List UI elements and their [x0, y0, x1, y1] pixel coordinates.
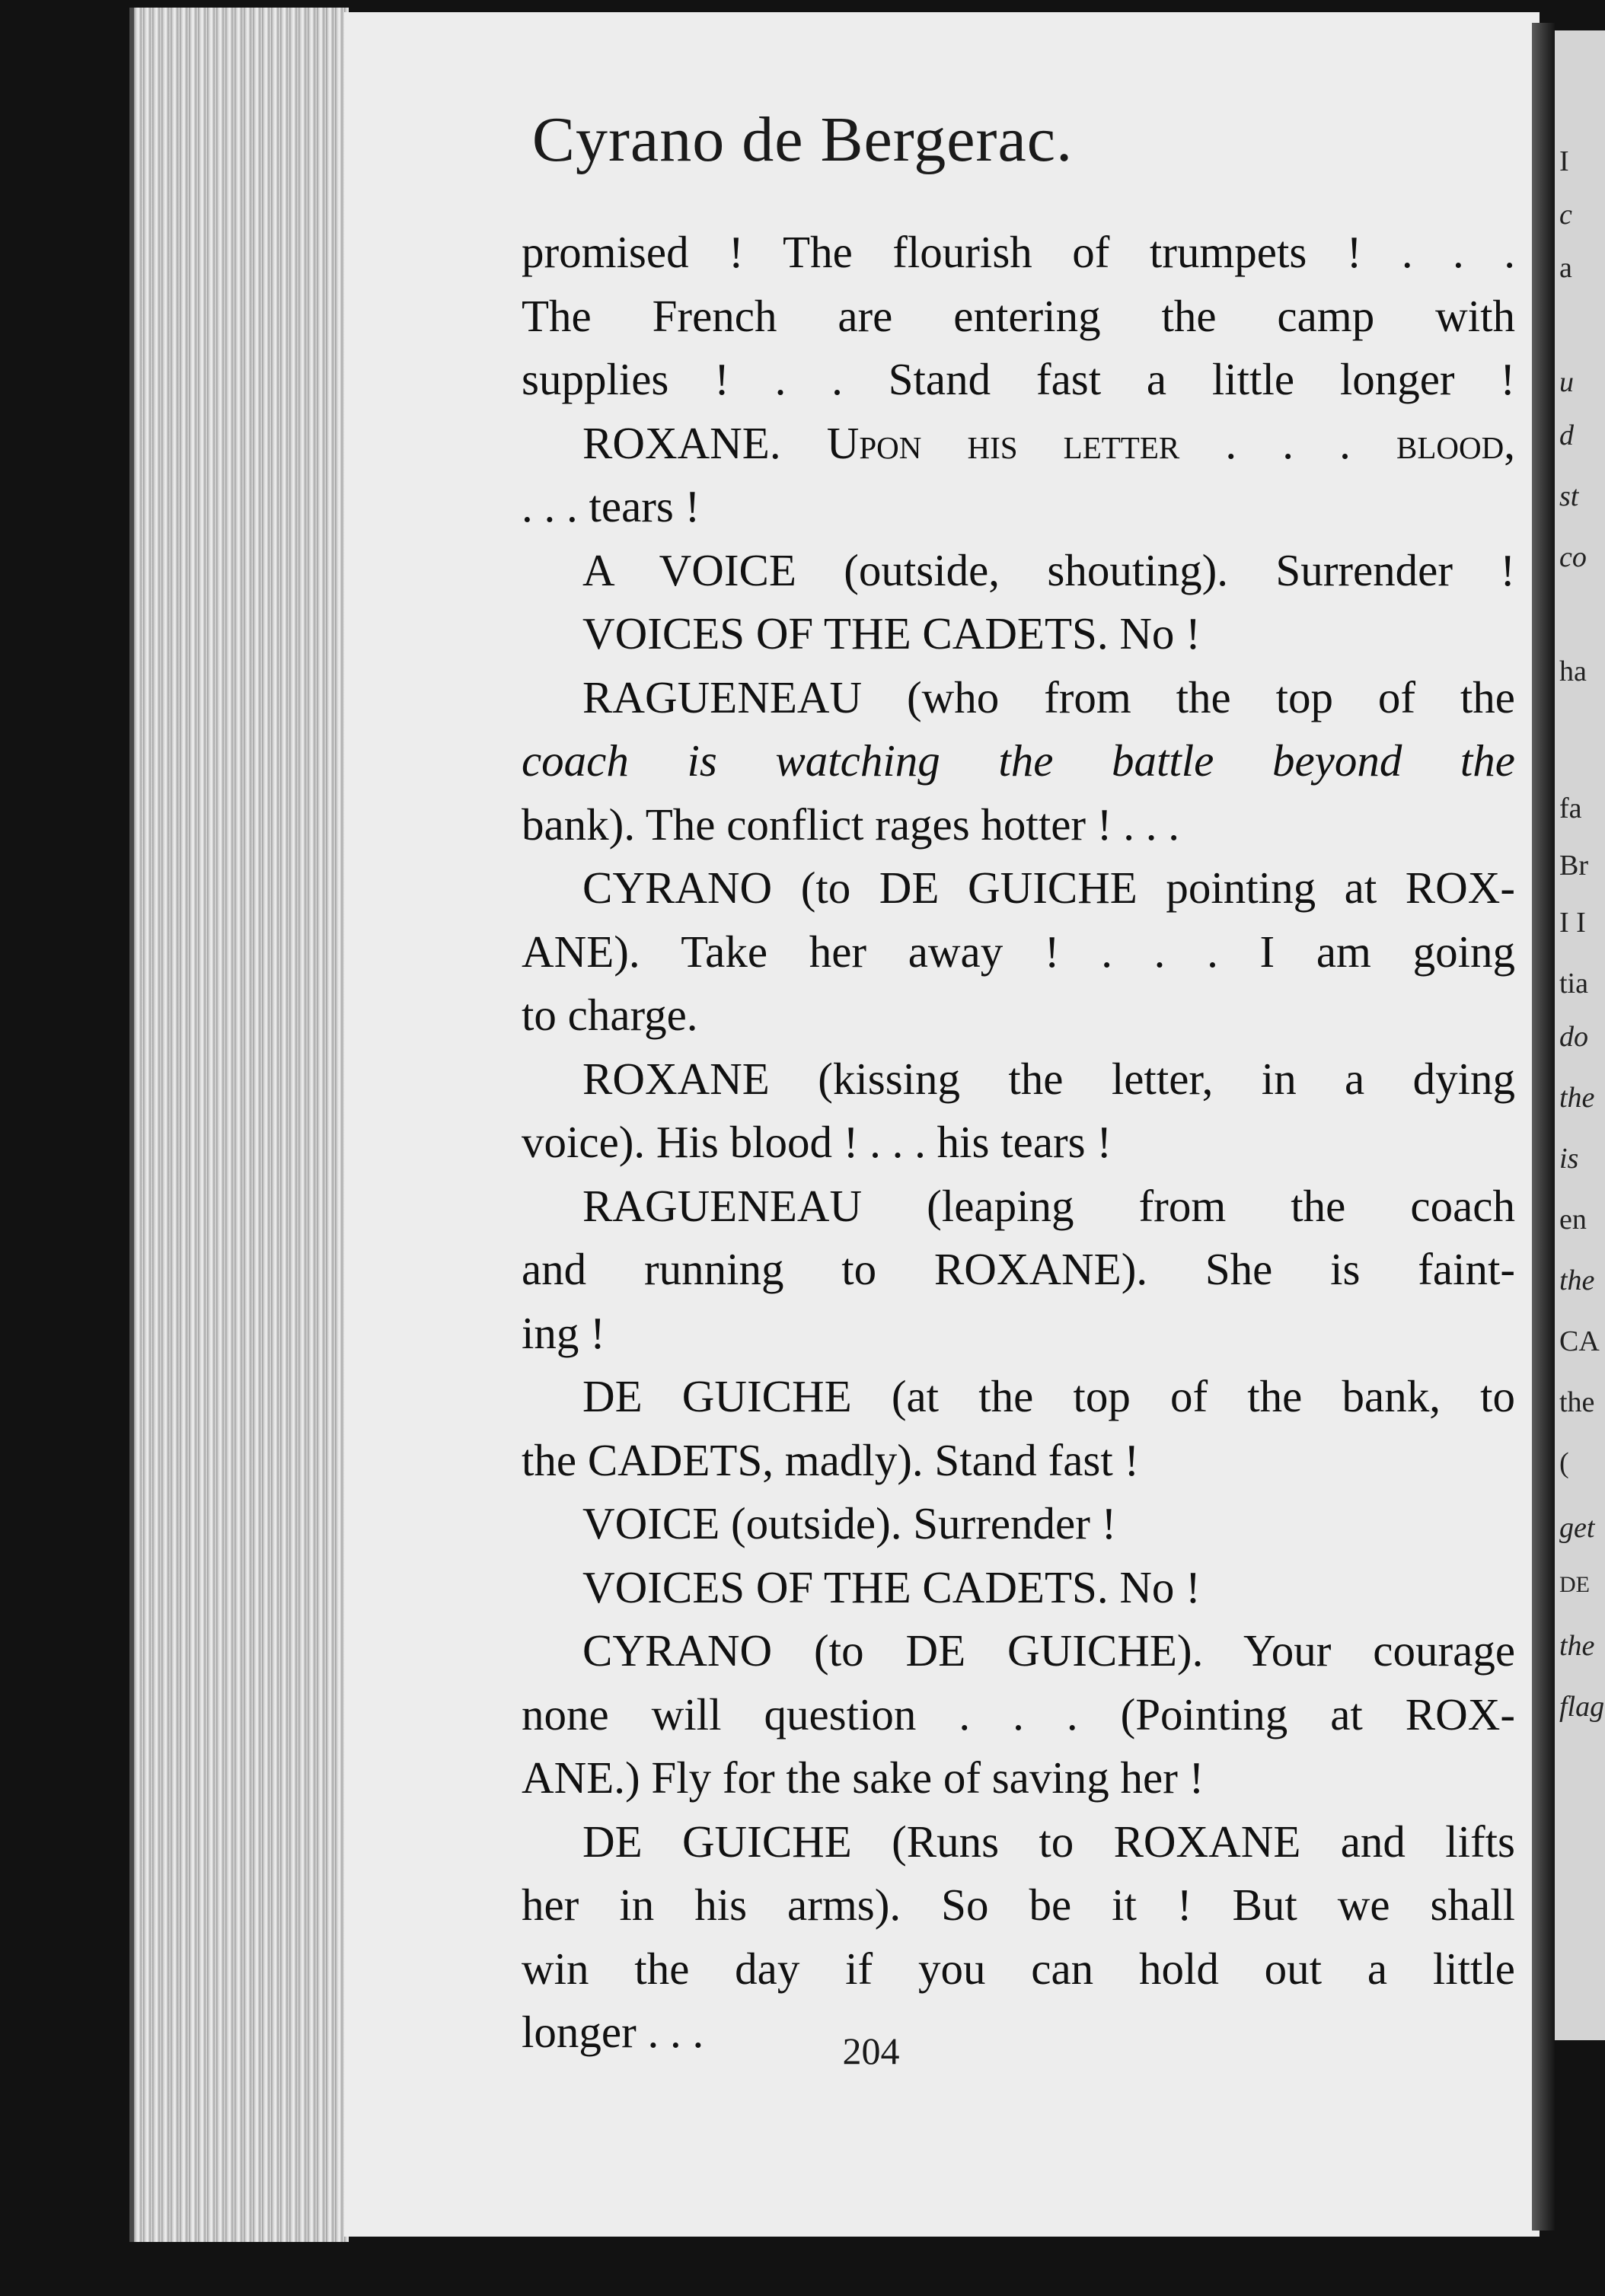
text-line: promised ! The flourish of trumpets ! . . .	[522, 227, 1515, 277]
next-page-text: fa	[1559, 792, 1582, 824]
text-line: ROXANE. Upon his letter . . . blood,	[582, 417, 1515, 468]
text-line: . . . tears !	[522, 481, 700, 531]
next-page-text: do	[1559, 1021, 1588, 1053]
next-page-fragment	[1555, 30, 1605, 2040]
text-line: and running to ROXANE). She is faint-	[522, 1244, 1515, 1294]
next-page-text: st	[1559, 480, 1579, 512]
next-page-text: c	[1559, 199, 1572, 231]
text-line: voice). His blood ! . . . his tears !	[522, 1117, 1112, 1167]
text-line: none will question . . . (Pointing at ROX-	[522, 1689, 1515, 1740]
text-line: the CADETS, madly). Stand fast !	[522, 1434, 1140, 1485]
next-page-text: CA	[1559, 1325, 1600, 1357]
running-header: Cyrano de Bergerac.	[531, 104, 1074, 175]
page-body	[522, 221, 1515, 2065]
text-line: RAGUENEAU (who from the top of the	[582, 671, 1515, 722]
text-line: bank). The conflict rages hotter ! . . .	[522, 799, 1179, 850]
text-line: supplies ! . . Stand fast a little longer !	[522, 354, 1515, 404]
page-number: 204	[842, 2030, 900, 2072]
text-line: to charge.	[522, 990, 698, 1040]
book-gutter	[1532, 23, 1555, 2231]
text-line: ROXANE (kissing the letter, in a dying	[582, 1053, 1515, 1104]
next-page-text: the	[1559, 1082, 1595, 1114]
next-page-text: get	[1559, 1512, 1595, 1544]
text-line: RAGUENEAU (leaping from the coach	[582, 1180, 1515, 1231]
page-edges	[129, 8, 349, 2242]
next-page-text: a	[1559, 252, 1572, 284]
next-page-text: the	[1559, 1630, 1595, 1662]
next-page-text: is	[1559, 1143, 1579, 1175]
text-line: The French are entering the camp with	[522, 290, 1515, 341]
text-line: her in his arms). So be it ! But we shall	[522, 1880, 1515, 1930]
next-page-text: I I	[1559, 907, 1586, 939]
next-page-text: the	[1559, 1386, 1595, 1418]
next-page-text: DE	[1559, 1572, 1590, 1597]
next-page-text: Br	[1559, 850, 1588, 882]
text-line: VOICES OF THE CADETS. No !	[582, 1561, 1201, 1612]
next-page-text: en	[1559, 1204, 1587, 1236]
next-page-text: tia	[1559, 968, 1588, 1000]
text-line: A VOICE (outside, shouting). Surrender !	[582, 544, 1515, 595]
page-number-row	[0, 2029, 1605, 2073]
next-page-text: d	[1559, 419, 1574, 451]
next-page-text: u	[1559, 366, 1574, 398]
next-page-text: co	[1559, 541, 1587, 573]
text-line: longer . . .	[522, 2007, 704, 2057]
text-line: coach is watching the battle beyond the	[522, 735, 1515, 786]
text-line: DE GUICHE (Runs to ROXANE and lifts	[582, 1816, 1515, 1867]
text-line: DE GUICHE (at the top of the bank, to	[582, 1371, 1515, 1421]
text-line: CYRANO (to DE GUICHE). Your courage	[582, 1625, 1515, 1676]
text-line: ing !	[522, 1307, 605, 1358]
text-line: win the day if you can hold out a little	[522, 1943, 1515, 1994]
text-line: ANE). Take her away ! . . . I am going	[522, 926, 1515, 977]
text-line: VOICE (outside). Surrender !	[582, 1498, 1117, 1548]
next-page-text: I	[1559, 145, 1569, 177]
text-line: ANE.) Fly for the sake of saving her !	[522, 1752, 1205, 1803]
next-page-text: flag	[1559, 1691, 1605, 1723]
text-line: CYRANO (to DE GUICHE pointing at ROX-	[582, 863, 1515, 913]
text-line: VOICES OF THE CADETS. No !	[582, 608, 1201, 659]
next-page-text: (	[1559, 1447, 1569, 1479]
next-page-text: the	[1559, 1264, 1595, 1296]
next-page-text: ha	[1559, 655, 1587, 687]
